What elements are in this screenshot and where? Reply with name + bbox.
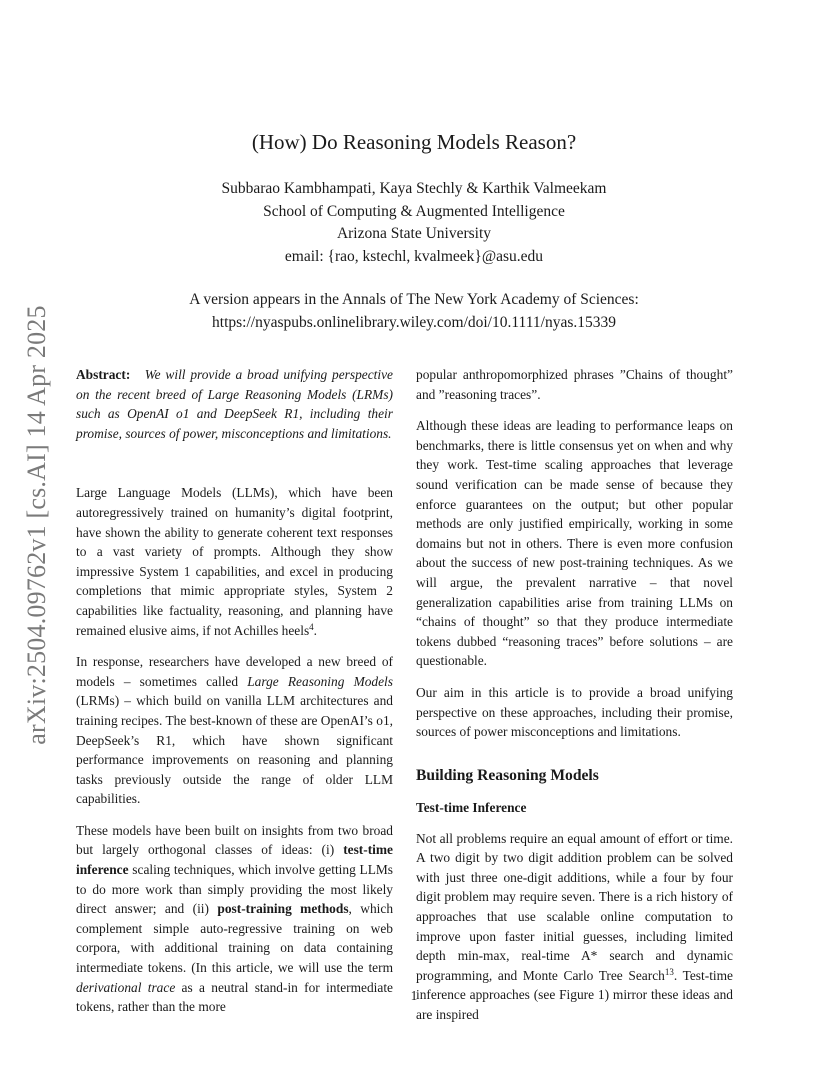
paragraph-response-text-b: (LRMs) – which build on vanilla LLM architectures and training recipes. The best-known of these are OpenAI’s o1, DeepSeek’s R1, which have shown significant performance improvements on reasoning and planning tasks previously outside the range of older LLM capabilities. [76, 693, 393, 807]
author-block [0, 178, 828, 268]
paragraph-response-text-a: In response, researchers have developed a new breed of models – sometimes called [76, 654, 393, 689]
paragraph-intro-end: . [313, 622, 318, 638]
term-large-reasoning-models: Large Reasoning Models [247, 673, 393, 689]
term-derivational-trace: derivational trace [76, 979, 176, 995]
author-names: Subbarao Kambhampati, Kaya Stechly & Karthik Valmeekam [221, 180, 607, 197]
abstract-text: We will provide a broad unifying perspective on the recent breed of Large Reasoning Models (LRMs) such as OpenAI o1 and DeepSeek R1, including their promise, sources of power, misconceptions and limitations. [76, 367, 394, 441]
author-email: email: {rao, kstechl, kvalmeek}@asu.edu [284, 247, 544, 265]
right-column [416, 365, 733, 1037]
paragraph-insights-continued: popular anthropomorphized phrases ”Chains of thought” and ”reasoning traces”. [416, 367, 733, 402]
paragraph-insights-text-c: , which complement simple auto-regressive training on web corpora, with additional training on data containing intermediate tokens. (In this article, we will use the term [76, 901, 394, 976]
paragraph-intro-text: Large Language Models (LLMs), which have been autoregressively trained on humanity’s digital footprint, have shown the ability to generate coherent text responses to a vast variety of prompts. Although they show impressive System 1 capabilities, and excel in producing completions that mimic appropriate styles, System 2 capabilities like factuality, reasoning, and planning have remained elusive aims, if not Achilles heels [76, 485, 393, 638]
publication-note [0, 289, 828, 334]
subsection-heading: Test-time Inference [416, 799, 527, 815]
paragraph-insights-text-b: scaling techniques, which involve getting LLMs to do more work than simply providing the most likely direct answer; and (ii) [76, 862, 393, 917]
page-number: 1 [410, 988, 418, 1003]
paragraph-test-time-text-a: Not all problems require an equal amount of effort or time. A two digit by two digit addition problem can be solved with just three one-digit additions, while a four by four digit problem may require seven. There is a rich history of approaches that use scalable online computation to improve upon faster initial guesses, including limited depth min-max, real-time A* search and dynamic programming, and Monte Carlo Tree Search [416, 830, 733, 983]
term-post-training-methods: post-training methods [217, 901, 349, 917]
paragraph-test-time-text-b: . Test-time inference approaches (see Figure 1) mirror these ideas and are inspired [416, 967, 733, 1023]
version-note: A version appears in the Annals of The New York Academy of Sciences: [189, 291, 639, 308]
paragraph-intro [76, 483, 393, 640]
paragraph-aim: Our aim in this article is to provide a broad unifying perspective on these approaches, including their promise, sources of power misconceptions and limitations. [416, 684, 733, 740]
left-column [76, 365, 393, 1029]
citation-ref[interactable]: 13 [664, 966, 674, 977]
abstract [76, 365, 393, 443]
term-test-time-inference: test-time inference [76, 842, 393, 878]
paragraph-insights-text-d: as a neutral stand-in for intermediate tokens, rather than the more [76, 979, 393, 1015]
paragraph-consensus: Although these ideas are leading to performance leaps on benchmarks, there is little consensus yet on when and why they work. Test-time scaling approaches that leverage sound verification can be made sense of because they enforce guarantees on the output; but other popular methods are only justified empirically, working in some domains but not in others. There is even more confusion about the success of new post-training techniques. As we will argue, the prevalent narrative – that novel generalization capabilities arise from training LLMs on “chains of thought” so that they produce intermediate tokens dubbed “reasoning traces” before solutions – are questionable. [416, 418, 733, 669]
paper-title: (How) Do Reasoning Models Reason? [251, 130, 577, 154]
paragraph-insights-text-a: These models have been built on insights from two broad but largely orthogonal classes of ideas: (i) [76, 822, 393, 858]
section-heading: Building Reasoning Models [416, 766, 599, 784]
arxiv-identifier-stamp: arXiv:2504.09762v1 [cs.AI] 14 Apr 2025 [22, 305, 51, 745]
paragraph-response [76, 652, 393, 809]
author-affiliation: School of Computing & Augmented Intelligence [263, 202, 565, 220]
version-url-link[interactable]: https://nyaspubs.onlinelibrary.wiley.com/doi/10.1111/nyas.15339 [212, 313, 616, 331]
citation-ref[interactable]: 4 [309, 621, 314, 632]
abstract-label: Abstract: [76, 367, 131, 382]
author-university: Arizona State University [336, 225, 492, 242]
